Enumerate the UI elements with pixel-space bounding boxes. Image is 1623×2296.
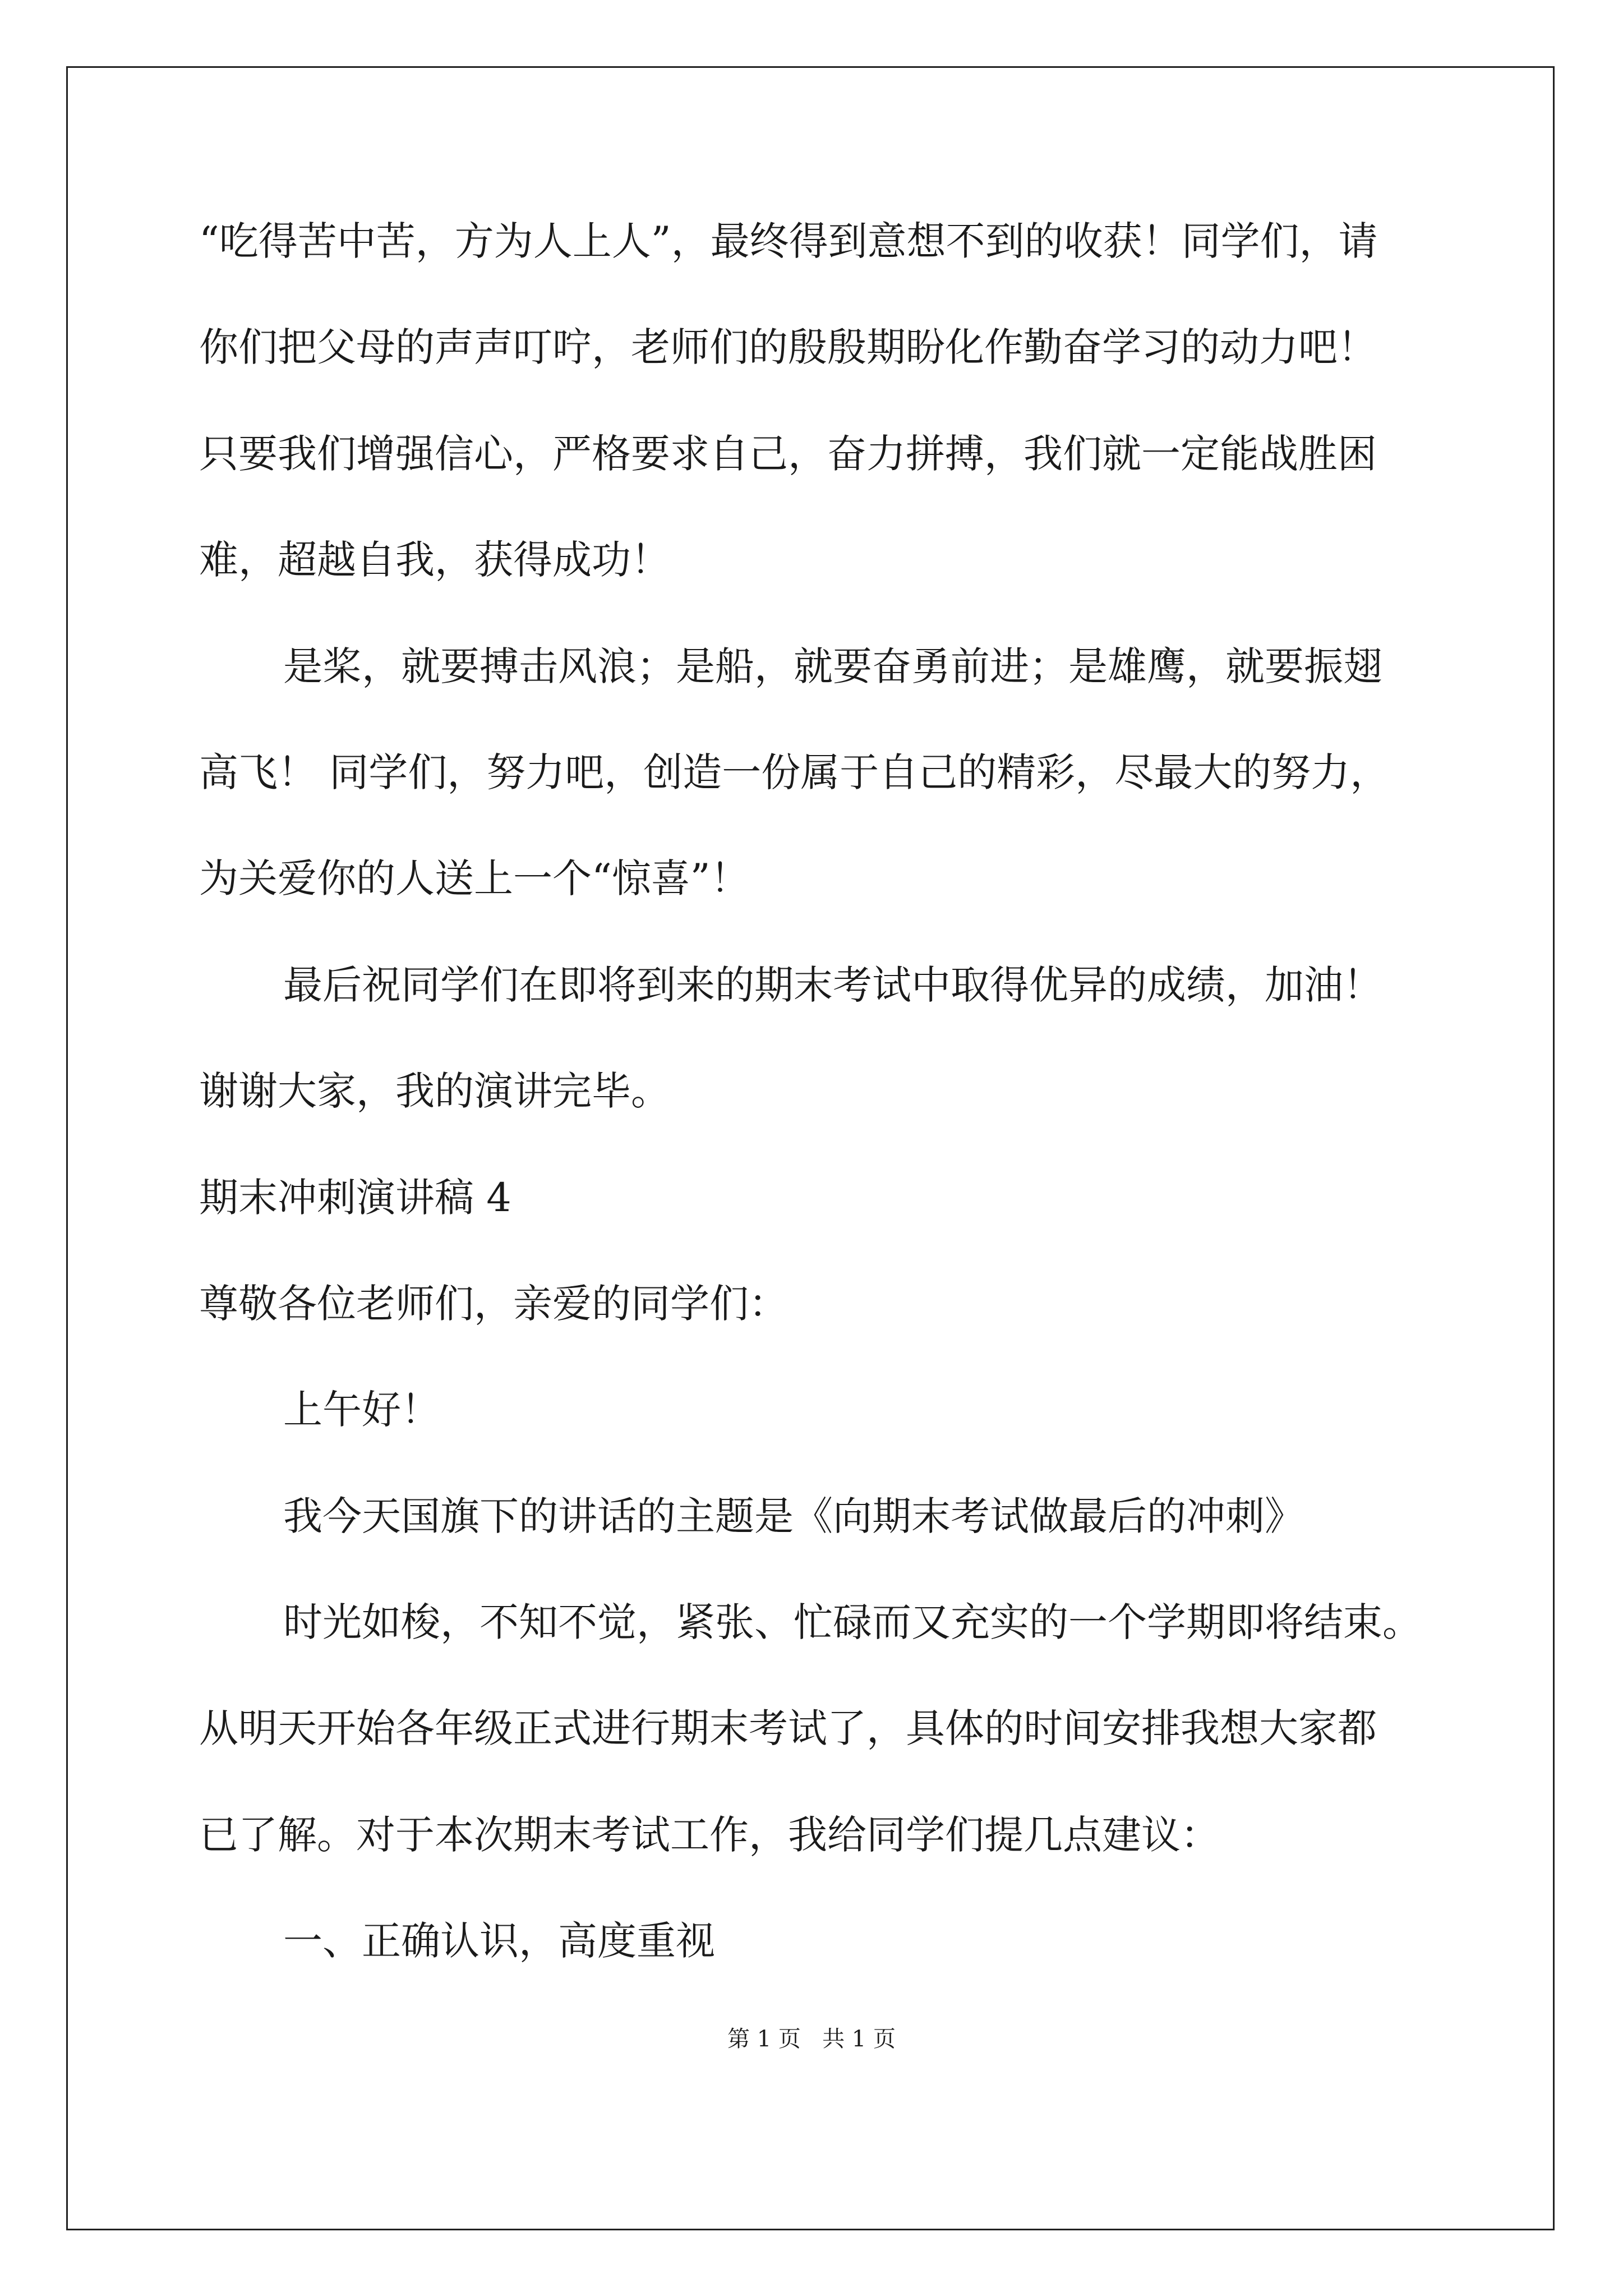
paragraph-line: 只要我们增强信心，严格要求自己，奋力拼搏，我们就一定能战胜困 — [199, 430, 1377, 477]
paragraph-line: “吃得苦中苦，方为人上人”，最终得到意想不到的收获！同学们，请 — [199, 218, 1378, 264]
paragraph-line: 最后祝同学们在即将到来的期末考试中取得优异的成绩，加油！ — [283, 961, 1382, 1008]
salutation: 尊敬各位老师们，亲爱的同学们： — [199, 1280, 788, 1327]
paragraph-line: 我今天国旗下的讲话的主题是《向期末考试做最后的冲刺》 — [283, 1493, 1304, 1539]
page-footer: 第 1 页 共 1 页 — [727, 2026, 896, 2052]
paragraph-line: 为关爱你的人送上一个“惊喜”！ — [199, 855, 750, 902]
paragraph-line: 你们把父母的声声叮咛，老师们的殷殷期盼化作勤奋学习的动力吧！ — [199, 324, 1377, 371]
paragraph-line: 从明天开始各年级正式进行期末考试了，具体的时间安排我想大家都 — [199, 1705, 1377, 1752]
section-title: 期末冲刺演讲稿 4 — [199, 1174, 511, 1221]
subheading: 一、正确认识，高度重视 — [283, 1918, 715, 1964]
paragraph-line: 时光如梭，不知不觉，紧张、忙碌而又充实的一个学期即将结束。 — [283, 1599, 1422, 1646]
paragraph-line: 谢谢大家，我的演讲完毕。 — [199, 1068, 670, 1115]
paragraph-line: 是桨，就要搏击风浪；是船，就要奋勇前进；是雄鹰，就要振翅 — [283, 643, 1382, 689]
paragraph-line: 已了解。对于本次期末考试工作，我给同学们提几点建议： — [199, 1811, 1220, 1858]
paragraph-line: 高飞！ 同学们，努力吧，创造一份属于自己的精彩，尽最大的努力， — [199, 749, 1390, 795]
greeting: 上午好！ — [283, 1387, 440, 1433]
paragraph-line: 难，超越自我，获得成功！ — [199, 537, 670, 583]
document-body — [199, 218, 1489, 2028]
